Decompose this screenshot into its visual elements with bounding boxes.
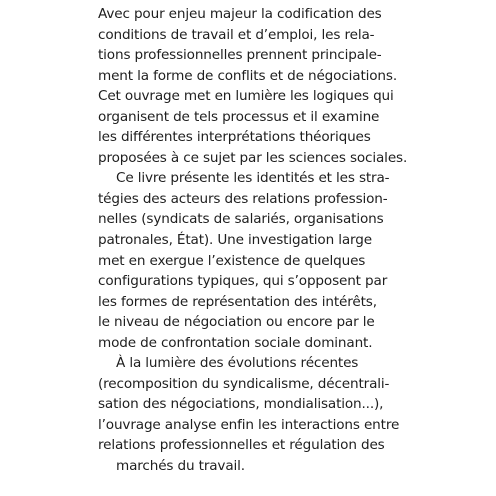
text-line: les différentes interprétations théoriques [98, 129, 371, 146]
paragraph-3 [98, 353, 490, 476]
text-line: les formes de représentation des intérêts, [98, 293, 377, 310]
text-line: marchés du travail. [116, 458, 245, 475]
text-line: Cet ouvrage met en lumière les logiques qui [98, 88, 394, 105]
text-line: organisent de tels processus et il examine [98, 108, 380, 125]
text-line: sation des négociations, mondialisation...), [98, 396, 384, 413]
paragraph-1 [98, 4, 490, 168]
text-line: tions professionnelles prennent principale- [98, 47, 382, 64]
text-line: nelles (syndicats de salariés, organisations [98, 211, 384, 228]
text-line: met en exergue l’existence de quelques [98, 252, 366, 269]
text-line: l’ouvrage analyse enfin les interactions entre [98, 416, 400, 433]
text-line: Ce livre présente les identités et les stra- [116, 170, 390, 187]
body-text [98, 4, 490, 477]
text-line: patronales, État). Une investigation large [98, 232, 372, 249]
text-line: Avec pour enjeu majeur la codification des [98, 6, 382, 22]
text-line: À la lumière des évolutions récentes [116, 355, 359, 372]
text-line: ment la forme de conflits et de négociations. [98, 67, 397, 84]
text-line: configurations typiques, qui s’opposent par [98, 273, 388, 290]
text-line: le niveau de négociation ou encore par le [98, 314, 375, 331]
text-line: tégies des acteurs des relations profession- [98, 190, 388, 207]
text-line: (recomposition du syndicalisme, décentrali- [98, 375, 390, 392]
text-line: relations professionnelles et régulation des [98, 437, 385, 454]
paragraph-2 [98, 168, 490, 353]
text-line: proposées à ce sujet par les sciences sociales. [98, 149, 408, 166]
text-line: mode de confrontation sociale dominant. [98, 334, 373, 351]
text-line: conditions de travail et d’emploi, les rela- [98, 26, 375, 43]
